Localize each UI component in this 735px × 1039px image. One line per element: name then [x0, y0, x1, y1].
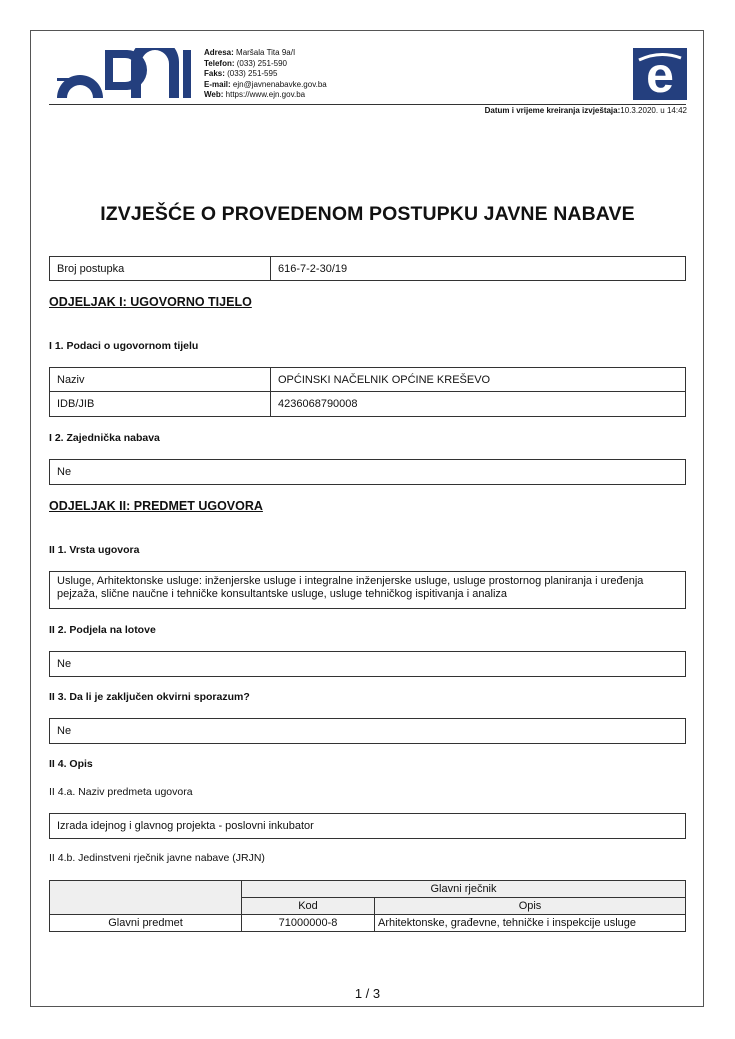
fax-value: (033) 251-595	[227, 69, 278, 79]
i1-heading: I 1. Podaci o ugovornom tijelu	[49, 340, 199, 352]
jrjn-row-label: Glavni predmet	[50, 915, 242, 932]
i2-heading: I 2. Zajednička nabava	[49, 432, 160, 444]
report-datetime	[485, 106, 687, 115]
datum-label: Datum i vrijeme kreiranja izvještaja:	[484, 106, 621, 115]
naziv-value: OPĆINSKI NAČELNIK OPĆINE KREŠEVO	[278, 373, 491, 386]
ii4b-heading: II 4.b. Jedinstveni rječnik javne nabave (JRJN)	[49, 852, 265, 864]
broj-label: Broj postupka	[50, 257, 271, 280]
i2-box	[49, 459, 686, 485]
header-divider	[49, 104, 686, 105]
jrjn-empty-header	[50, 881, 242, 915]
ii3-heading: II 3. Da li je zaključen okvirni sporazum?	[49, 691, 250, 703]
page-number: 1 / 3	[354, 986, 381, 1001]
ii2-value: Ne	[57, 658, 72, 670]
naziv-row	[49, 367, 686, 392]
datum-value: 10.3.2020. u 14:42	[620, 106, 687, 115]
jrjn-col-kod: Kod	[242, 898, 375, 915]
contact-block	[204, 48, 327, 101]
section2-heading: ODJELJAK II: PREDMET UGOVORA	[49, 499, 263, 513]
ii1-box	[49, 571, 686, 609]
address-value: Maršala Tita 9a/I	[236, 48, 296, 57]
naziv-label: Naziv	[50, 368, 271, 391]
ejn-logo	[55, 48, 193, 100]
broj-postupka-row	[49, 256, 686, 281]
email-value: ejn@javnenabavke.gov.ba	[232, 79, 327, 89]
broj-value: 616-7-2-30/19	[278, 262, 348, 275]
jrjn-table	[49, 880, 686, 932]
ii3-box	[49, 718, 686, 744]
page-title: IZVJEŠĆE O PROVEDENOM POSTUPKU JAVNE NABAVE	[100, 203, 635, 225]
email-label: E-mail:	[204, 79, 231, 89]
e-logo-icon	[633, 48, 687, 100]
jrjn-group-header: Glavni rječnik	[242, 881, 686, 898]
ii2-box	[49, 651, 686, 677]
table-row	[50, 915, 686, 932]
web-label: Web:	[204, 90, 224, 100]
idb-label: IDB/JIB	[50, 392, 271, 416]
jrjn-row-opis: Arhitektonske, građevne, tehničke i inspekcije usluge	[375, 915, 686, 932]
i2-value: Ne	[57, 466, 72, 478]
jrjn-col-opis: Opis	[375, 898, 686, 915]
ii4a-box	[49, 813, 686, 839]
ii4-heading: II 4. Opis	[49, 758, 93, 770]
ii1-heading: II 1. Vrsta ugovora	[49, 544, 140, 556]
address-label: Adresa:	[204, 48, 234, 57]
idb-value: 4236068790008	[278, 398, 358, 410]
phone-label: Telefon:	[204, 58, 235, 68]
section1-heading: ODJELJAK I: UGOVORNO TIJELO	[49, 295, 252, 309]
ii4a-value: Izrada idejnog i glavnog projekta - poslovni inkubator	[57, 820, 314, 832]
ii2-heading: II 2. Podjela na lotove	[49, 624, 156, 636]
ii3-value: Ne	[57, 725, 72, 737]
idb-row	[49, 391, 686, 417]
ii1-value: Usluge, Arhitektonske usluge: inženjerske usluge i integralne inženjerske usluge, usluge prostornog planiranja i uređenja pejzaža, slične naučne i tehničke konsultantske usluge, usluge tehničkog ispitivanja i analiza	[57, 575, 644, 600]
web-value: https://www.ejn.gov.ba	[225, 90, 306, 100]
jrjn-row-kod: 71000000-8	[242, 915, 375, 932]
fax-label: Faks:	[204, 69, 225, 79]
phone-value: (033) 251-590	[236, 58, 288, 68]
ii4a-heading: II 4.a. Naziv predmeta ugovora	[49, 786, 193, 798]
svg-text:e: e	[646, 48, 674, 100]
